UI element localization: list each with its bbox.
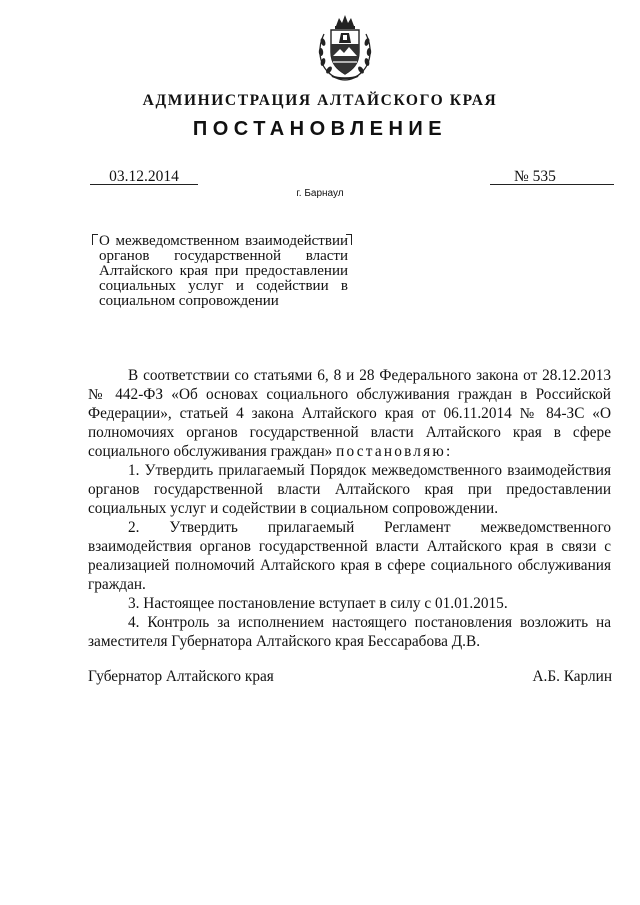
subject-corner-right [346, 234, 352, 245]
intro-text: В соответствии со статьями 6, 8 и 28 Федерального закона от 28.12.2013 № 442-ФЗ «Об основах социального обслуживания граждан в Российской Федерации», статьей 4 закона Алтайского края от 06.11.2014 № 84-ЗС «О полномочиях органов государственной власти Алтайского края в сфере социального обслуживания граждан» [88, 367, 611, 460]
date-underline [90, 184, 198, 185]
signer-title: Губернатор Алтайского края [88, 668, 274, 685]
decree-item-1: 1. Утвердить прилагаемый Порядок межведомственного взаимодействия органов государственной власти Алтайского края при предоставлении социальных услуг и содействии в социальном сопровождении. [88, 462, 611, 517]
city: г. Барнаул [296, 188, 344, 199]
subject-block [92, 234, 348, 309]
decree-body [88, 366, 611, 651]
altai-krai-coat-of-arms-icon [314, 12, 376, 84]
decree-word: постановляю: [336, 443, 453, 460]
document-number: № 535 [514, 168, 556, 185]
subject-text: О межведомственном взаимодействии органов государственной власти Алтайского края при предоставлении социальных услуг и содействии в социальном сопровождении [99, 233, 348, 309]
decree-intro [88, 366, 611, 461]
subject-corner-left [92, 234, 98, 245]
number-underline [490, 184, 614, 185]
document-date: 03.12.2014 [109, 168, 179, 185]
signer-name: А.Б. Карлин [532, 668, 612, 685]
decree-item-3: 3. Настоящее постановление вступает в силу с 01.01.2015. [128, 595, 508, 612]
organization-name: АДМИНИСТРАЦИЯ АЛТАЙСКОГО КРАЯ [142, 92, 498, 109]
decree-item-4: 4. Контроль за исполнением настоящего постановления возложить на заместителя Губернатора Алтайского края Бессарабова Д.В. [88, 614, 611, 650]
document-type: ПОСТАНОВЛЕНИЕ [192, 118, 448, 140]
decree-item-2: 2. Утвердить прилагаемый Регламент межведомственного взаимодействия органов государственной власти Алтайского края в связи с реализацией полномочий Алтайского края в сфере социального обслуживания граждан. [88, 519, 611, 593]
